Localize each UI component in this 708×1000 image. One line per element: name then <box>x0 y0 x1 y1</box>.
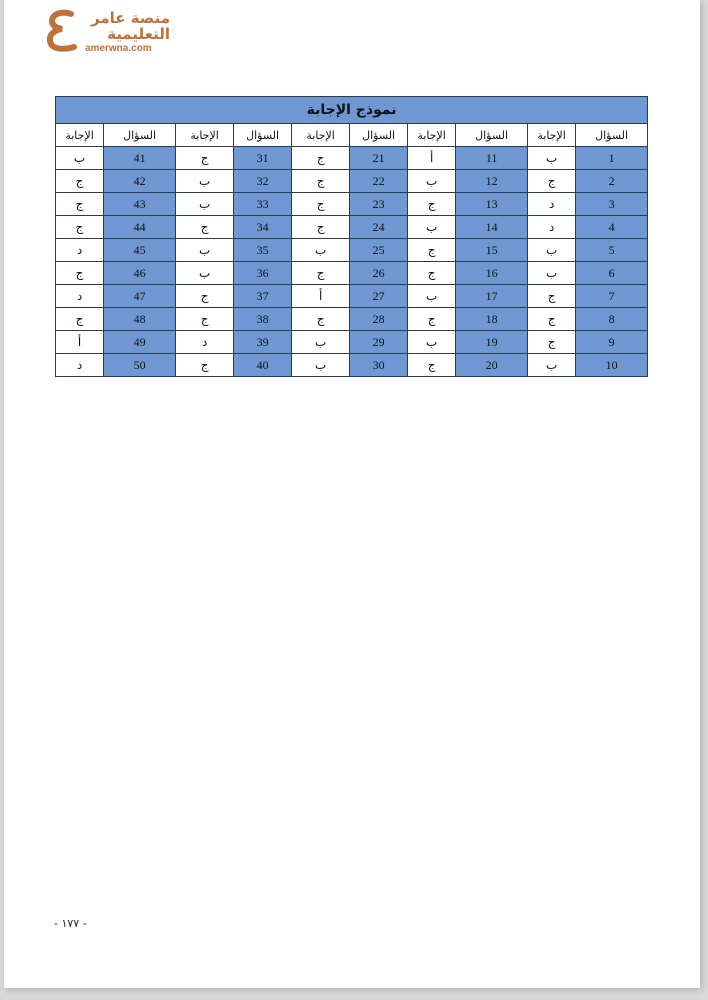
question-number-cell: 18 <box>456 308 528 331</box>
answer-cell: ج <box>408 354 456 377</box>
question-number-cell: 19 <box>456 331 528 354</box>
table-row <box>56 285 648 308</box>
question-number-cell: 28 <box>350 308 408 331</box>
answer-cell: ج <box>56 170 104 193</box>
table-row <box>56 216 648 239</box>
answer-cell: ب <box>292 331 350 354</box>
question-number-cell: 46 <box>104 262 176 285</box>
answer-header: الإجابة <box>408 124 456 147</box>
answer-cell: ب <box>56 147 104 170</box>
answer-cell: ج <box>56 193 104 216</box>
answer-cell: ب <box>176 239 234 262</box>
answer-header: الإجابة <box>292 124 350 147</box>
question-number-cell: 44 <box>104 216 176 239</box>
table-header-row <box>56 124 648 147</box>
answer-header: الإجابة <box>528 124 576 147</box>
table-row <box>56 354 648 377</box>
question-number-cell: 8 <box>576 308 648 331</box>
question-number-cell: 50 <box>104 354 176 377</box>
question-number-cell: 22 <box>350 170 408 193</box>
question-number-cell: 38 <box>234 308 292 331</box>
document-page <box>4 0 700 988</box>
question-number-cell: 35 <box>234 239 292 262</box>
table-title: نموذج الإجابة <box>56 97 648 124</box>
answer-cell: ج <box>176 354 234 377</box>
question-number-cell: 4 <box>576 216 648 239</box>
answer-cell: د <box>528 216 576 239</box>
question-number-cell: 49 <box>104 331 176 354</box>
answer-cell: ب <box>176 170 234 193</box>
logo-subtitle: التعليمية <box>107 25 170 43</box>
answer-cell: ب <box>176 262 234 285</box>
answer-cell: ب <box>528 147 576 170</box>
answer-header: الإجابة <box>176 124 234 147</box>
question-number-cell: 6 <box>576 262 648 285</box>
answer-cell: ب <box>408 170 456 193</box>
answer-cell: ب <box>176 193 234 216</box>
question-number-cell: 41 <box>104 147 176 170</box>
table-row <box>56 331 648 354</box>
question-number-cell: 14 <box>456 216 528 239</box>
question-number-cell: 11 <box>456 147 528 170</box>
answer-cell: ج <box>292 170 350 193</box>
question-header: السؤال <box>350 124 408 147</box>
answer-cell: ج <box>408 262 456 285</box>
logo-title: منصة عامر <box>90 9 170 27</box>
answer-cell: ج <box>56 216 104 239</box>
table-row <box>56 193 648 216</box>
table-row <box>56 239 648 262</box>
answer-cell: ج <box>56 308 104 331</box>
question-number-cell: 15 <box>456 239 528 262</box>
answer-cell: ج <box>528 285 576 308</box>
question-number-cell: 30 <box>350 354 408 377</box>
question-number-cell: 17 <box>456 285 528 308</box>
table-row <box>56 147 648 170</box>
answer-cell: ج <box>528 331 576 354</box>
question-number-cell: 9 <box>576 331 648 354</box>
question-number-cell: 32 <box>234 170 292 193</box>
question-number-cell: 7 <box>576 285 648 308</box>
question-number-cell: 20 <box>456 354 528 377</box>
answer-cell: د <box>56 239 104 262</box>
question-number-cell: 13 <box>456 193 528 216</box>
answer-table-body <box>56 147 648 377</box>
question-number-cell: 23 <box>350 193 408 216</box>
question-number-cell: 21 <box>350 147 408 170</box>
answer-cell: ج <box>176 308 234 331</box>
answer-cell: ب <box>408 285 456 308</box>
table-row <box>56 262 648 285</box>
logo-website: amerwna.com <box>85 43 152 54</box>
question-number-cell: 12 <box>456 170 528 193</box>
answer-cell: د <box>176 331 234 354</box>
answer-cell: ب <box>408 216 456 239</box>
question-number-cell: 39 <box>234 331 292 354</box>
question-number-cell: 40 <box>234 354 292 377</box>
answer-cell: ب <box>408 331 456 354</box>
question-number-cell: 29 <box>350 331 408 354</box>
question-number-cell: 27 <box>350 285 408 308</box>
question-number-cell: 47 <box>104 285 176 308</box>
answer-cell: أ <box>292 285 350 308</box>
answer-cell: ب <box>292 354 350 377</box>
page-number: - ١٧٧ - <box>54 917 87 930</box>
question-number-cell: 33 <box>234 193 292 216</box>
answer-cell: ج <box>528 170 576 193</box>
table-row <box>56 170 648 193</box>
answer-cell: ج <box>408 308 456 331</box>
answer-cell: ج <box>176 147 234 170</box>
table-row <box>56 308 648 331</box>
question-header: السؤال <box>234 124 292 147</box>
question-number-cell: 25 <box>350 239 408 262</box>
question-number-cell: 31 <box>234 147 292 170</box>
question-number-cell: 34 <box>234 216 292 239</box>
question-number-cell: 45 <box>104 239 176 262</box>
answer-cell: ب <box>528 262 576 285</box>
answer-key-table <box>55 96 648 377</box>
answer-cell: ج <box>176 216 234 239</box>
answer-cell: ب <box>528 239 576 262</box>
question-number-cell: 1 <box>576 147 648 170</box>
answer-header: الإجابة <box>56 124 104 147</box>
answer-cell: أ <box>56 331 104 354</box>
question-header: السؤال <box>576 124 648 147</box>
question-number-cell: 48 <box>104 308 176 331</box>
answer-cell: ج <box>408 239 456 262</box>
question-number-cell: 24 <box>350 216 408 239</box>
answer-cell: ج <box>292 262 350 285</box>
answer-cell: ج <box>528 308 576 331</box>
question-number-cell: 3 <box>576 193 648 216</box>
question-number-cell: 5 <box>576 239 648 262</box>
question-number-cell: 42 <box>104 170 176 193</box>
question-number-cell: 2 <box>576 170 648 193</box>
platform-logo <box>42 8 172 58</box>
question-number-cell: 10 <box>576 354 648 377</box>
answer-cell: د <box>528 193 576 216</box>
answer-cell: ج <box>292 147 350 170</box>
question-header: السؤال <box>104 124 176 147</box>
question-number-cell: 43 <box>104 193 176 216</box>
question-number-cell: 36 <box>234 262 292 285</box>
answer-cell: د <box>56 354 104 377</box>
question-number-cell: 26 <box>350 262 408 285</box>
answer-cell: ج <box>292 193 350 216</box>
answer-cell: أ <box>408 147 456 170</box>
answer-cell: ب <box>528 354 576 377</box>
answer-cell: ج <box>56 262 104 285</box>
answer-cell: د <box>56 285 104 308</box>
answer-cell: ج <box>408 193 456 216</box>
question-number-cell: 37 <box>234 285 292 308</box>
question-number-cell: 16 <box>456 262 528 285</box>
answer-cell: ب <box>292 239 350 262</box>
answer-cell: ج <box>292 216 350 239</box>
answer-cell: ج <box>292 308 350 331</box>
answer-cell: ج <box>176 285 234 308</box>
question-header: السؤال <box>456 124 528 147</box>
logo-mark-icon <box>44 8 80 54</box>
